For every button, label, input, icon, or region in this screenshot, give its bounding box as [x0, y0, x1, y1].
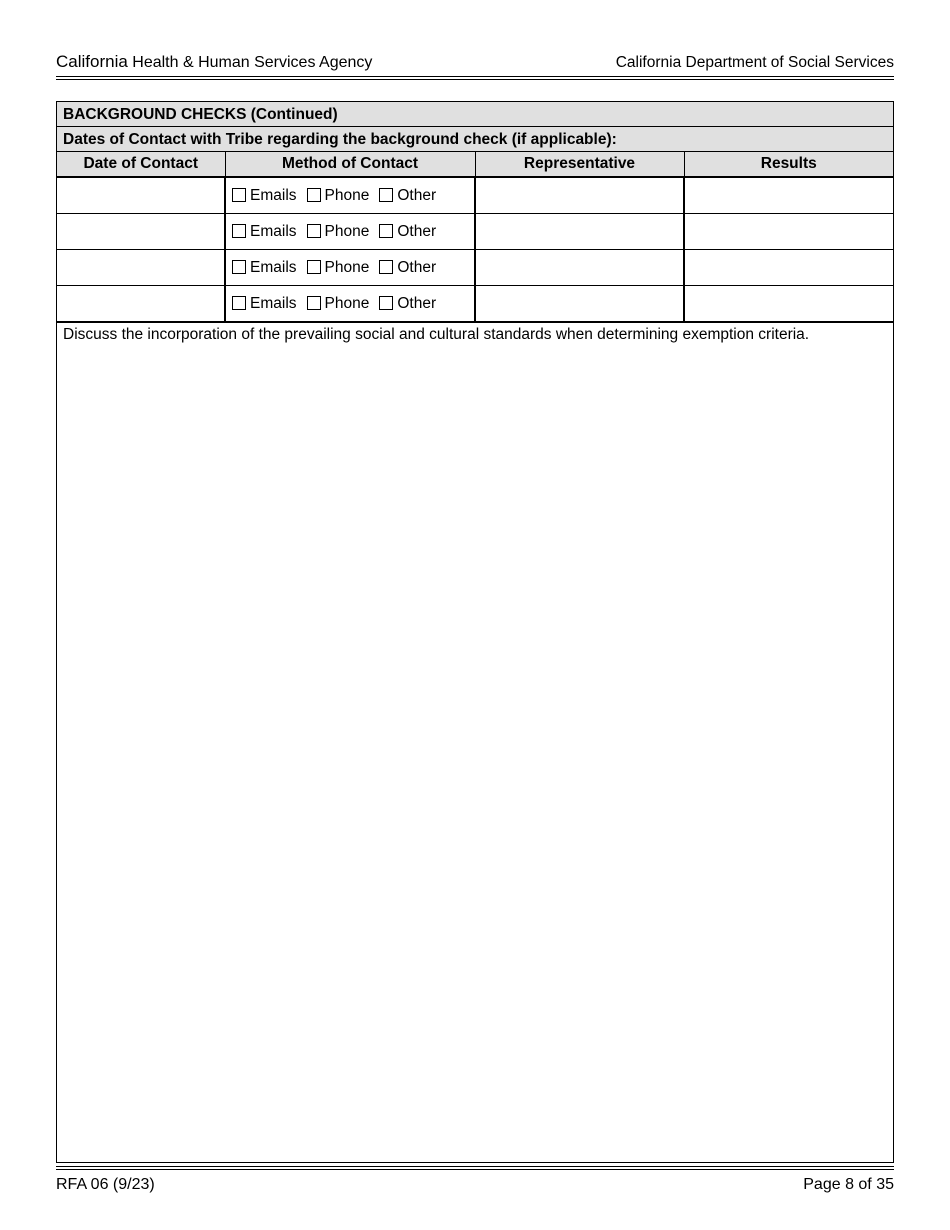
contact-rows [57, 177, 893, 322]
header-divider [56, 76, 894, 80]
checkbox-icon[interactable] [379, 260, 393, 274]
method-option-other[interactable] [379, 295, 436, 313]
method-checkbox-group [226, 295, 474, 313]
method-option-other[interactable] [379, 187, 436, 205]
checkbox-label: Phone [324, 186, 370, 204]
checkbox-icon[interactable] [232, 296, 246, 310]
results-cell[interactable] [684, 286, 893, 323]
date-of-contact-cell[interactable] [57, 214, 225, 250]
checkbox-label: Emails [250, 186, 297, 204]
checkbox-icon[interactable] [307, 188, 321, 202]
table-row [57, 250, 893, 286]
method-of-contact-cell [225, 250, 475, 286]
section-title: BACKGROUND CHECKS (Continued) [57, 102, 893, 127]
method-option-other[interactable] [379, 223, 436, 241]
col-header-date: Date of Contact [57, 152, 225, 177]
method-option-phone[interactable] [307, 223, 370, 241]
method-option-phone[interactable] [307, 295, 370, 313]
table-row [57, 177, 893, 214]
representative-cell[interactable] [475, 286, 684, 323]
checkbox-icon[interactable] [307, 296, 321, 310]
method-of-contact-cell [225, 214, 475, 250]
method-checkbox-group [226, 259, 474, 277]
method-option-other[interactable] [379, 259, 436, 277]
checkbox-label: Other [397, 222, 437, 240]
checkbox-icon[interactable] [379, 224, 393, 238]
col-header-results: Results [684, 152, 893, 177]
checkbox-label: Emails [250, 222, 297, 240]
checkbox-label: Phone [324, 222, 370, 240]
method-option-emails[interactable] [232, 223, 297, 241]
method-of-contact-cell [225, 177, 475, 214]
method-checkbox-group [226, 223, 474, 241]
method-option-phone[interactable] [307, 259, 370, 277]
checkbox-icon[interactable] [307, 260, 321, 274]
checkbox-icon[interactable] [232, 260, 246, 274]
method-checkbox-group [226, 187, 474, 205]
col-header-method: Method of Contact [225, 152, 475, 177]
representative-cell[interactable] [475, 177, 684, 214]
col-header-representative: Representative [475, 152, 684, 177]
checkbox-label: Other [397, 186, 437, 204]
checkbox-label: Other [397, 258, 437, 276]
results-cell[interactable] [684, 250, 893, 286]
representative-cell[interactable] [475, 250, 684, 286]
checkbox-icon[interactable] [379, 296, 393, 310]
checkbox-icon[interactable] [307, 224, 321, 238]
discussion-prompt: Discuss the incorporation of the prevailing social and cultural standards when determining exemption criteria. [63, 326, 810, 343]
table-row [57, 214, 893, 250]
department-title: California Department of Social Services [615, 54, 894, 71]
page-number: Page 8 of 35 [803, 1176, 894, 1193]
checkbox-label: Emails [250, 258, 297, 276]
page-header [56, 52, 894, 74]
agency-state: California [56, 52, 128, 71]
checkbox-label: Phone [324, 294, 370, 312]
representative-cell[interactable] [475, 214, 684, 250]
checkbox-label: Phone [324, 258, 370, 276]
footer-divider [56, 1166, 894, 1170]
form-id: RFA 06 (9/23) [56, 1176, 155, 1193]
method-option-emails[interactable] [232, 259, 297, 277]
checkbox-label: Emails [250, 294, 297, 312]
method-option-emails[interactable] [232, 187, 297, 205]
checkbox-icon[interactable] [379, 188, 393, 202]
table-header-row [57, 152, 893, 177]
checkbox-label: Other [397, 294, 437, 312]
method-of-contact-cell [225, 286, 475, 323]
method-option-emails[interactable] [232, 295, 297, 313]
results-cell[interactable] [684, 177, 893, 214]
checkbox-icon[interactable] [232, 224, 246, 238]
method-option-phone[interactable] [307, 187, 370, 205]
date-of-contact-cell[interactable] [57, 286, 225, 323]
agency-title [56, 52, 372, 72]
date-of-contact-cell[interactable] [57, 177, 225, 214]
checkbox-icon[interactable] [232, 188, 246, 202]
contact-table [57, 152, 893, 323]
section-subtitle: Dates of Contact with Tribe regarding the background check (if applicable): [57, 127, 893, 152]
table-row [57, 286, 893, 323]
discussion-answer-area[interactable] [57, 348, 893, 1162]
date-of-contact-cell[interactable] [57, 250, 225, 286]
agency-name: Health & Human Services Agency [132, 54, 373, 71]
background-checks-form [56, 101, 894, 1163]
results-cell[interactable] [684, 214, 893, 250]
